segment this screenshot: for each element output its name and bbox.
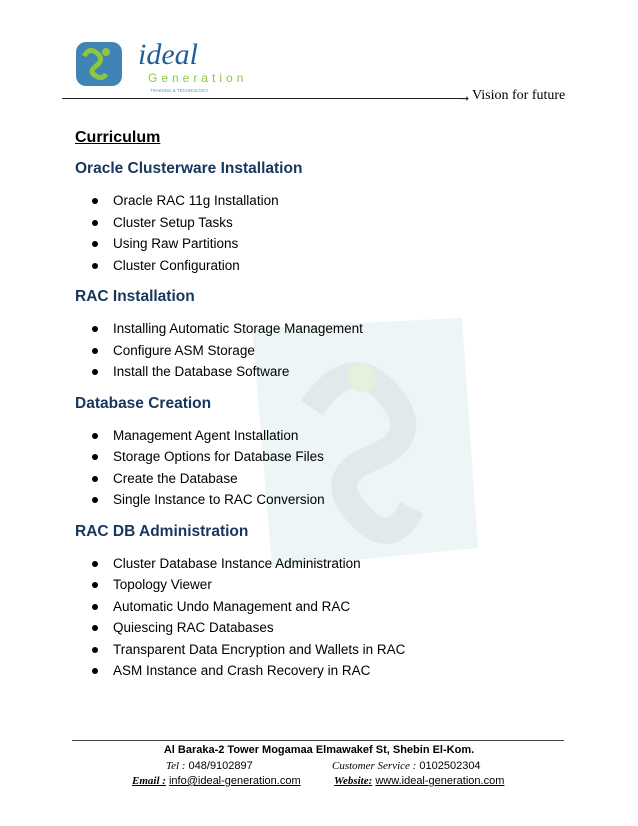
- list-item: Automatic Undo Management and RAC: [75, 596, 575, 618]
- email-link[interactable]: info@ideal-generation.com: [168, 775, 301, 787]
- document-title: Curriculum: [75, 129, 161, 146]
- arrow-icon: ➞: [460, 93, 470, 105]
- list-item: Storage Options for Database Files: [75, 446, 575, 468]
- section-heading: Database Creation: [75, 394, 212, 412]
- list-item: Cluster Configuration: [75, 255, 575, 277]
- list-item: Installing Automatic Storage Management: [75, 318, 575, 340]
- section-list: [75, 318, 575, 383]
- customer-service-label: Customer Service :: [332, 760, 417, 772]
- list-item: Quiescing RAC Databases: [75, 617, 575, 639]
- logo-sub: Generation: [148, 71, 248, 85]
- list-item: Oracle RAC 11g Installation: [75, 190, 575, 212]
- list-item: Transparent Data Encryption and Wallets in RAC: [75, 639, 575, 661]
- list-item: Using Raw Partitions: [75, 233, 575, 255]
- list-item: ASM Instance and Crash Recovery in RAC: [75, 660, 575, 682]
- section-list: [75, 425, 575, 511]
- footer-address: Al Baraka-2 Tower Mogamaa Elmawakef St, Shebin El-Kom.: [163, 744, 475, 756]
- list-item: Configure ASM Storage: [75, 340, 575, 362]
- logo-word: ideal: [138, 38, 198, 71]
- section-heading: RAC DB Administration: [75, 522, 249, 540]
- list-item: Cluster Setup Tasks: [75, 212, 575, 234]
- section-heading: Oracle Clusterware Installation: [75, 160, 303, 177]
- section-list: [75, 553, 575, 682]
- list-item: Install the Database Software: [75, 361, 575, 383]
- footer-tel: [166, 760, 253, 772]
- footer-divider: [72, 740, 564, 741]
- curriculum-content: [75, 128, 575, 682]
- tel-value: 048/9102897: [188, 760, 253, 772]
- company-logo: [62, 22, 262, 100]
- list-item: Cluster Database Instance Administration: [75, 553, 575, 575]
- footer-email: [132, 775, 301, 787]
- logo-graphic: [62, 22, 262, 100]
- header-divider: [62, 98, 464, 99]
- list-item: Topology Viewer: [75, 574, 575, 596]
- footer-customer-service: [332, 760, 481, 772]
- website-link[interactable]: www.ideal-generation.com: [375, 775, 505, 787]
- section-list: [75, 190, 575, 276]
- footer-website: [334, 775, 504, 787]
- list-item: Single Instance to RAC Conversion: [75, 489, 575, 511]
- tagline: Vision for future: [472, 88, 566, 103]
- tel-label: Tel :: [166, 760, 186, 772]
- list-item: Create the Database: [75, 468, 575, 490]
- list-item: Management Agent Installation: [75, 425, 575, 447]
- logo-small: TRAINING & TECHNOLOGY: [150, 88, 209, 93]
- email-label: Email :: [132, 775, 166, 787]
- section-heading: RAC Installation: [75, 288, 195, 305]
- website-label: Website:: [334, 775, 373, 787]
- customer-service-value: 0102502304: [419, 760, 481, 772]
